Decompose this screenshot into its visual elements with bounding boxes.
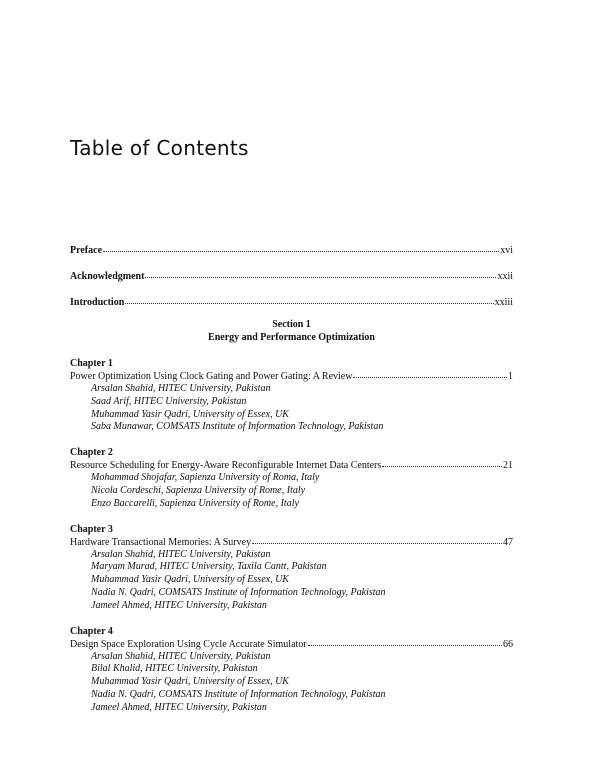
chapter-title-link[interactable] bbox=[70, 536, 513, 549]
entry-page: xxiii bbox=[494, 297, 513, 308]
author: Saad Arif, HITEC University, Pakistan bbox=[91, 395, 247, 407]
chapter-title-link[interactable] bbox=[70, 638, 513, 651]
dot-leader bbox=[252, 535, 502, 544]
author: Arsalan Shahid, HITEC University, Pakistan bbox=[91, 650, 271, 662]
author: Jameel Ahmed, HITEC University, Pakistan bbox=[91, 701, 267, 713]
chapter-title: Power Optimization Using Clock Gating and Power Gating: A Review bbox=[70, 371, 353, 382]
author: Arsalan Shahid, HITEC University, Pakistan bbox=[91, 383, 271, 394]
author: Saba Munawar, COMSATS Institute of Information Technology, Pakistan bbox=[91, 421, 384, 433]
chapter-title-link[interactable] bbox=[70, 459, 513, 472]
toc-entry-preface[interactable] bbox=[70, 244, 513, 257]
author: Arsalan Shahid, HITEC University, Pakistan bbox=[91, 548, 271, 560]
chapter-title: Resource Scheduling for Energy-Aware Reconfigurable Internet Data Centers bbox=[70, 460, 382, 472]
chapter-label: Chapter 4 bbox=[70, 625, 113, 637]
toc-entry-introduction[interactable] bbox=[70, 296, 513, 309]
chapter-title: Design Space Exploration Using Cycle Accurate Simulator bbox=[70, 638, 307, 650]
author: Bilal Khalid, HITEC University, Pakistan bbox=[91, 663, 258, 675]
chapter-page: 21 bbox=[503, 460, 513, 472]
author: Nicola Cordeschi, Sapienza University of Rome, Italy bbox=[91, 484, 306, 496]
chapter-label: Chapter 3 bbox=[70, 523, 113, 535]
chapter-title: Hardware Transactional Memories: A Survey bbox=[70, 536, 252, 548]
chapter-label: Chapter 2 bbox=[70, 447, 113, 459]
entry-page: xvi bbox=[500, 245, 513, 256]
author-list bbox=[70, 651, 513, 715]
chapter-title-link[interactable] bbox=[70, 370, 513, 383]
section-heading bbox=[70, 318, 513, 344]
section-name: Energy and Performance Optimization bbox=[208, 332, 375, 343]
dot-leader bbox=[308, 637, 502, 646]
front-matter-list bbox=[70, 244, 513, 322]
author: Nadia N. Qadri, COMSATS Institute of Information Technology, Pakistan bbox=[91, 586, 386, 598]
author-list bbox=[70, 549, 513, 613]
section-number: Section 1 bbox=[272, 319, 311, 330]
entry-label: Introduction bbox=[70, 297, 125, 308]
author: Nadia N. Qadri, COMSATS Institute of Information Technology, Pakistan bbox=[91, 688, 386, 700]
chapter-label: Chapter 1 bbox=[70, 358, 113, 369]
chapter-entry bbox=[70, 523, 513, 613]
dot-leader bbox=[382, 458, 502, 467]
page-title: Table of Contents bbox=[70, 136, 249, 160]
entry-page: xxii bbox=[497, 271, 513, 282]
dot-leader bbox=[103, 243, 499, 252]
author: Maryam Murad, HITEC University, Taxila Cantt, Pakistan bbox=[91, 561, 327, 573]
dot-leader bbox=[145, 269, 496, 278]
chapter-entry bbox=[70, 446, 513, 510]
author: Mohammad Shojafar, Sapienza University of Roma, Italy bbox=[91, 472, 320, 484]
author: Muhammad Yasir Qadri, University of Essex, UK bbox=[91, 676, 289, 688]
chapter-page: 1 bbox=[508, 371, 513, 382]
entry-label: Preface bbox=[70, 245, 103, 256]
author: Muhammad Yasir Qadri, University of Essex, UK bbox=[91, 574, 289, 586]
dot-leader bbox=[125, 295, 493, 304]
chapter-list bbox=[70, 357, 513, 727]
chapter-entry bbox=[70, 625, 513, 715]
entry-label: Acknowledgment bbox=[70, 271, 145, 282]
chapter-entry bbox=[70, 357, 513, 434]
author: Enzo Baccarelli, Sapienza University of Rome, Italy bbox=[91, 497, 299, 509]
chapter-page: 66 bbox=[503, 638, 513, 650]
author-list bbox=[70, 383, 513, 434]
author: Muhammad Yasir Qadri, University of Essex, UK bbox=[91, 408, 289, 420]
toc-entry-acknowledgment[interactable] bbox=[70, 270, 513, 283]
author: Jameel Ahmed, HITEC University, Pakistan bbox=[91, 599, 267, 611]
author-list bbox=[70, 472, 513, 510]
chapter-page: 47 bbox=[503, 536, 513, 548]
dot-leader bbox=[353, 369, 507, 378]
